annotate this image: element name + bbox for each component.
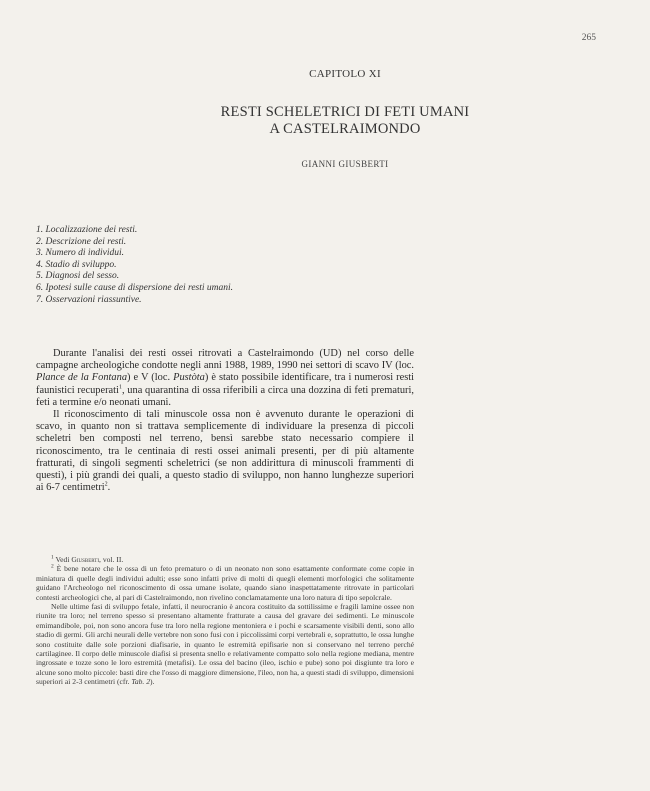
text-run: , una quarantina di ossa riferibili a circa una dozzina di feti prematuri, feti a termine e/o neonati umani. [36,384,414,408]
table-reference: Tab. 2 [131,677,151,687]
paragraph [36,409,414,494]
footnote [36,564,414,602]
place-name: Plance de la Fontana [36,372,128,384]
text-run: , vol. II. [99,555,124,564]
page-number: 265 [581,33,596,43]
chapter-heading: CAPITOLO XI [309,68,381,80]
toc-item: 3. Numero di individui. [36,248,125,259]
table-of-contents [36,225,233,306]
text-run: . [107,482,111,494]
text-run: Vedi [55,555,72,564]
title-line-2: A CASTELRAIMONDO [269,121,421,137]
toc-item: 1. Localizzazione dei resti. [36,225,138,235]
toc-item: 5. Diagnosi del sesso. [36,271,120,282]
author-name: GIANNI GIUSBERTI [301,159,389,169]
place-name: Pustòta [173,372,205,384]
text-run: ) è stato possibile identificare, tra i numerosi resti faunistici recuperati [36,372,415,396]
text-run: ) e V (loc. [127,372,174,384]
footnote-reference[interactable]: 1 [118,384,122,391]
toc-item: 6. Ipotesi sulle cause di dispersione dei resti umani. [36,282,234,293]
footnote [36,555,414,564]
footnote-number: 1 [51,554,54,561]
text-run: ). [150,677,155,687]
footnote-reference[interactable]: 2 [104,481,108,488]
cited-author: Giusberti [71,555,100,564]
title-line-1: RESTI SCHELETRICI DI FETI UMANI [220,104,470,120]
body-text [36,348,414,494]
footnotes [36,555,414,687]
toc-item: 7. Osservazioni riassuntive. [36,294,142,305]
chapter-title [0,104,650,138]
paragraph [36,348,414,409]
footnote-number: 2 [51,563,54,570]
toc-item: 4. Stadio di sviluppo. [36,259,117,270]
text-run: Durante l'analisi dei resti ossei ritrovati a Castelraimondo (UD) nel corso delle campagne archeologiche condotte negli anni 1988, 1989, 1990 nei settori di scavo IV (loc. [36,348,414,372]
text-run: È bene notare che le ossa di un feto prematuro o di un neonato non sono esattamente conformate come copie in miniatura di quelle degli individui adulti; esse sono infatti prive di molti di quegli elementi morfologici che solitamente guidano l'Archeologo nel riconoscimento di ossa umane isolate, quando siano inaspettatamente ritrovate in particolari contesti archeologici che, al pari di Castelraimondo, non rivelino conclamatamente una loro natura di tipo sepolcrale. [36,564,415,602]
toc-item: 2. Descrizione dei resti. [36,236,127,247]
text-run: Nelle ultime fasi di sviluppo fetale, infatti, il neurocranio è ancora costituito da sottilissime e fragili lamine ossee non riunite tra loro; nel terreno spesso si presentano altamente fratturate a causa del gravare dei sedimenti. Le minuscole emimandibole, poi, non sono ancora fuse tra loro nella regione mentoniera e i pochi e scarsamente visibili denti, sono allo stadio di germi. Gli archi neurali delle vertebre non sono fusi con i piccolissimi corpi vertebrali e, soprattutto, le ossa lunghe sono costituite dalle sole porzioni diafisarie, in quanto le estremità epifisarie non si conservano nel terreno perché cartilaginee. Il corpo delle minuscole diafisi si presenta snello e relativamente compatto solo nella regione mediana, mentre ingrossate e tozze sono le loro estremità (metafisi). Le ossa del bacino (ileo, ischio e pube) sono poi disgiunte tra loro e alcune sono molto piccole: basti dire che l'osso di maggiore dimensione, l'ileo, non ha, a questi stadi di sviluppo, dimensioni superiori ai 2-3 centimetri (cfr. [36,602,414,687]
text-run: Il riconoscimento di tali minuscole ossa non è avvenuto durante le operazioni di scavo, in quanto non si trattava semplicemente di individuare la presenza di piccoli scheletri ben composti nel terreno, bensì sarebbe stato necessario compiere il riconoscimento, tra le centinaia di resti ossei animali presenti, per di più altamente fratturati, di singoli segmenti scheletrici (se non addirittura di minuscoli frammenti di questi), i più grandi dei quali, a questo stadio di sviluppo, non hanno lunghezze superiori ai 6-7 centimetri [36,409,414,494]
footnote-continuation [36,602,414,687]
